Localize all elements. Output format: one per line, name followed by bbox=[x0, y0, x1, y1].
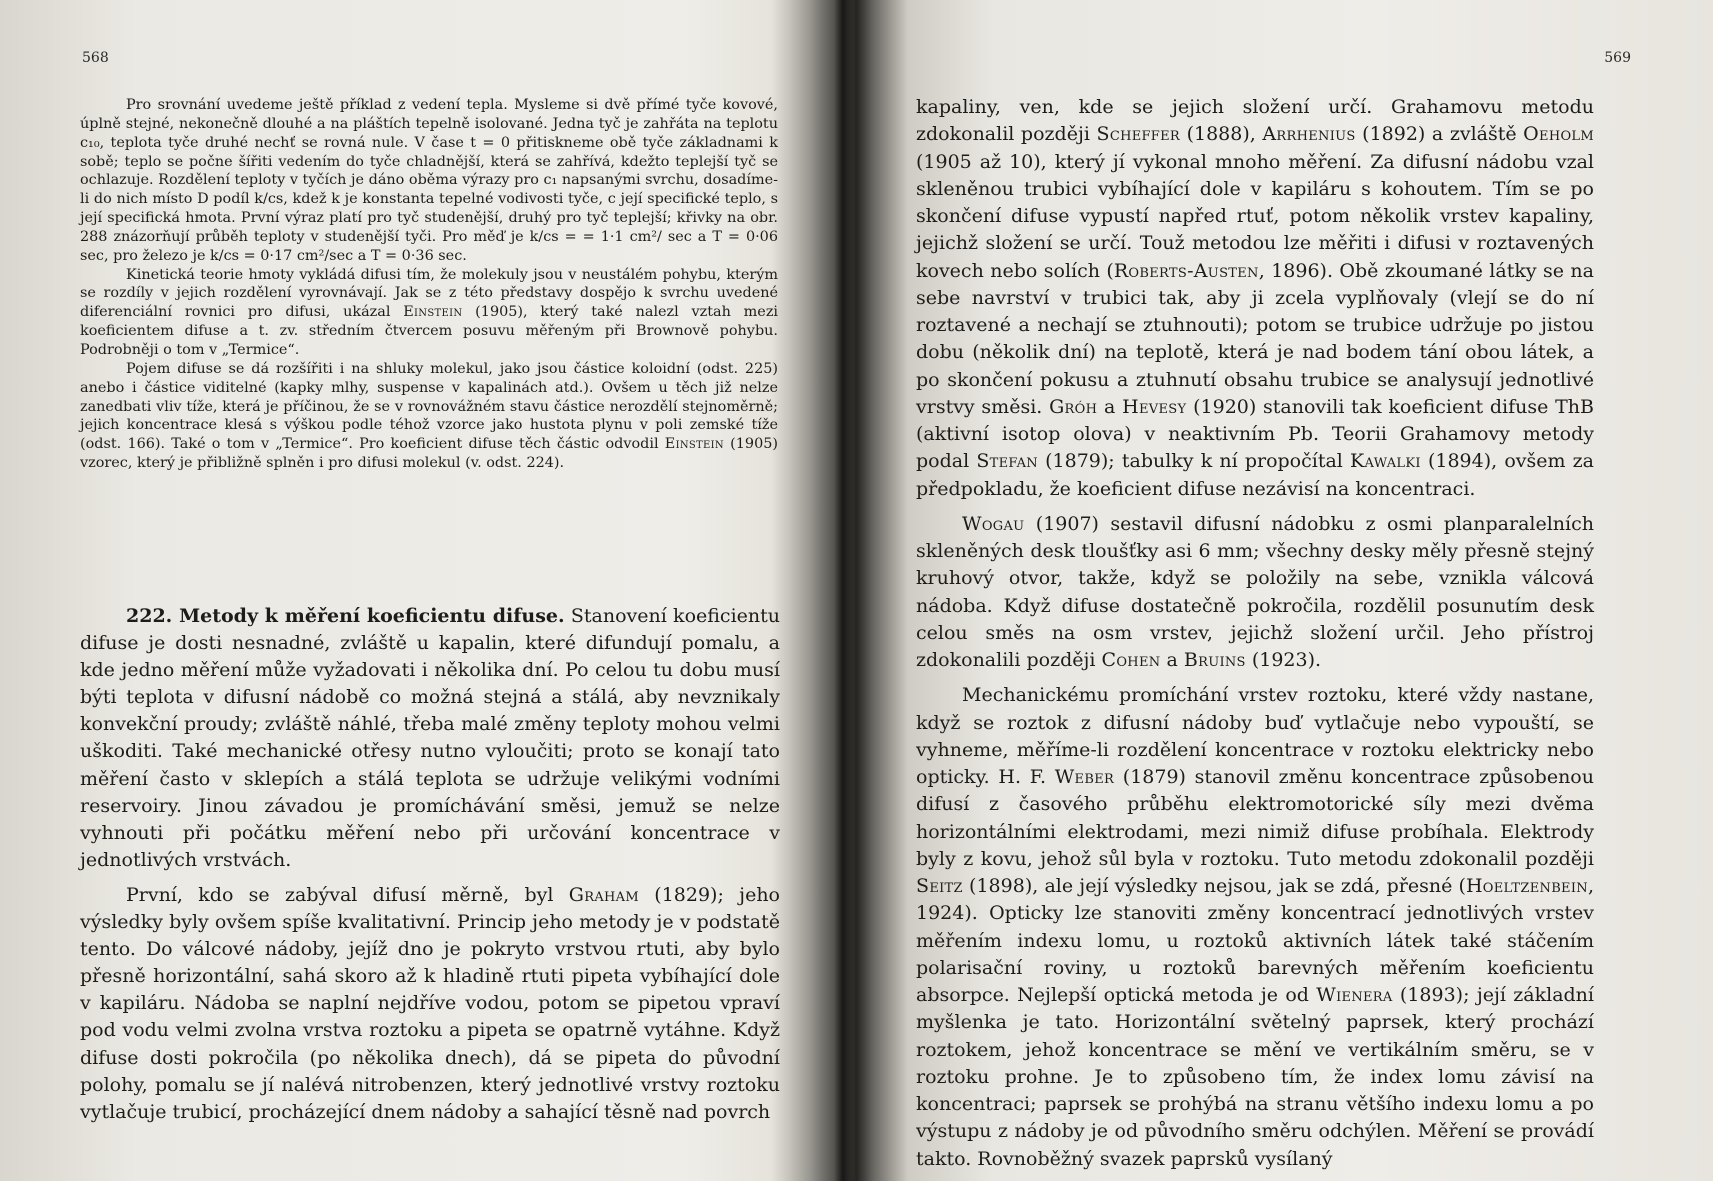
left-page bbox=[0, 0, 840, 1181]
section-heading: 222. Metody k měření koeficientu difuse. bbox=[126, 605, 565, 627]
page-number-left: 568 bbox=[82, 50, 109, 66]
author-name: Einstein bbox=[664, 436, 724, 453]
paragraph-graham-continued: kapaliny, ven, kde se jejich složení určí. Grahamovu metodu zdokonalil později Scheffer (1888), Arrhenius (1892) a zvláště Oeholm (1905 až 10), který jí vykonal mnoho měření. Za difusní nádobu vzal skleněnou trubici vybíhající dole v kapiláru s kohoutem. Tím se po skončení difuse vypustí napřed rtuť, potom několik vrstev kapaliny, jejichž složení se určí. Touž metodou lze měřiti i difusi v roztavených kovech nebo solích (Roberts-Austen, 1896). Obě zkoumané látky se na sebe navrství v trubici tak, aby ji zcela vyplňovaly (vlejí se do ní roztavené a nechají se ztuhnouti); potom se trubice udržuje po jistou dobu (několik dní) na teplotě, která je nad bodem tání obou látek, a po skončení pokusu a ztuhnutí obsahu trubice se analysují jednotlivé vrstvy směsi. Gróh a Hevesy (1920) stanovili tak koeficient difuse ThB (aktivní isotop olova) v neaktivním Pb. Teorii Grahamovy metody podal Stefan (1879); tabulky k ní propočítal Kawalki (1894), ovšem za předpokladu, že koeficient difuse nezávisí na koncentraci. bbox=[916, 96, 1595, 500]
right-page bbox=[860, 0, 1713, 1181]
paragraph-wogau: Wogau (1907) sestavil difusní nádobku z osmi planparalelních skleněných desk tloušťky asi 6 mm; všechny desky měly přesně stejný kruhový otvor, takže, když se položily na sebe, vznikla válcová nádoba. Když difuse dostatečně pokročila, rozdělil posunutím desk celou směs na osm vrstev, jejichž složení určil. Jeho přístroj zdokonalili později Cohen a Bruins (1923). bbox=[916, 512, 1594, 671]
author-name: Graham bbox=[568, 883, 639, 906]
paragraph-graham: První, kdo se zabýval difusí měrně, byl Graham (1829); jeho výsledky byly ovšem spíše kvalitativní. Princip jeho metody je v podstatě tento. Do válcové nádoby, jejíž dno je pokryto vrstvou rtuti, aby bylo přesně horizontální, sahá skoro až k hladině rtuti pipeta vybíhající dole v kapiláru. Nádoba se naplní nejdříve vodou, potom se pipetou vpraví pod vodu velmi zvolna vrstva roztoku a pipeta se opatrně vytáhne. Když difuse dosti pokročila (po několika dnech), dá se pipeta do původní polohy, pomalu se jí nalévá nitrobenzen, který jednotlivé vrstvy roztoku vytlačuje trubicí, procházející dnem nádoby a sahající těsně nad povrch bbox=[80, 883, 780, 1123]
paragraph-kinetic-theory: Kinetická teorie hmoty vykládá difusi tím, že molekuly jsou v neustálém pohybu, kterým se rozdíly v jejich rozdělení vyrovnávají. Jak se z této představy dospějo k svrchu uvedené diferenciální rovnici pro difusi, ukázal Einstein (1905), který také nalezl vztah mezi koeficientem difuse a t. zv. středním čtvercem posuvu měřeným při Brownově pohybu. Podrobněji o tom v „Termice“. bbox=[80, 266, 779, 358]
paragraph-mechanical-mixing: Mechanickému promíchání vrstev roztoku, které vždy nastane, když se roztok z difusní nádoby buď vytlačuje nebo vypouští, se vyhneme, měříme-li rozdělení koncentrace v roztoku elektricky nebo opticky. H. F. Weber (1879) stanovil změnu koncentrace způsobenou difusí z časového průběhu elektromotorické síly mezi dvěma horizontálními elektrodami, mezi nimiž difuse probíhala. Elektrody byly z kovu, jehož sůl byla v roztoku. Tuto metodu zdokonalil později Seitz (1898), ale její výsledky nejsou, jak se zdá, přesné (Hoeltzenbein, 1924). Opticky lze stanoviti změny koncentrací jednotlivých vrstev měřením indexu lomu, u roztoků aktivních látek také stáčením polarisační roviny, u roztoků barevných měřením koeficientu absorpce. Nejlepší optická metoda je od Wienera (1893); její základní myšlenka je tato. Horizontální světelný paprsek, který prochází roztokem, jehož koncentrace se mění ve vertikálním směru, se v roztoku prohne. Je to způsobeno tím, že index lomu závisí na koncentraci; paprsek se prohýbá na stranu většího indexu lomu a po výstupu z nádoby je od původního směru odchýlen. Měření se provádí takto. Rovnoběžný svazek paprsků vysílaný bbox=[916, 684, 1594, 1170]
main-text-left bbox=[80, 603, 780, 1126]
small-print-section bbox=[80, 96, 778, 473]
paragraph-heat-conduction: Pro srovnání uvedeme ještě příklad z vedení tepla. Mysleme si dvě přímé tyče kovové, úplně stejné, nekonečně dlouhé a na pláštích tepelně isolované. Jedna tyč je zahřáta na teplotu c₁₀, teplota tyče druhé nechť se rovná nule. V čase t = 0 přitiskneme obě tyče základnami k sobě; teplo se počne šířiti vedením do tyče chladnější, která se zahřívá, kdežto teplejší tyč se ochlazuje. Rozdělení teploty v tyčích je dáno oběma výrazy pro c₁ napsanými svrchu, dosadíme-li do nich místo D podíl k/cs, kdež k je konstanta tepelné vodivosti tyče, c její specifické teplo, s její specifická hmota. První výraz platí pro tyč studenější, druhý pro tyč teplejší; křivky na obr. 288 znázorňují průběh teploty v studenější tyči. Pro měď je k/cs = = 1·1 cm²/ sec a T = 0·06 sec, pro železo je k/cs = 0·17 cm²/sec a T = 0·36 sec. bbox=[80, 97, 778, 264]
paragraph-colloids: Pojem difuse se dá rozšířiti i na shluky molekul, jako jsou částice koloidní (odst. 225) anebo i částice viditelné (kapky mlhy, suspense v kapalinách atd.). Ovšem u těch již nelze zanedbati vliv tíže, která je příčinou, že se v rovnovážném stavu částice nerozdělí stejnoměrně; jejich koncentrace klesá s výškou podle téhož vzorce jako hustota plynu v poli zemské tíže (odst. 166). Také o tom v „Termice“. Pro koeficient difuse těch částic odvodil Einstein (1905) vzorec, který je přibližně splněn i pro difusi molekul (v. odst. 224). bbox=[80, 360, 778, 472]
section-222-paragraph: 222. Metody k měření koeficientu difuse. Stanovení koeficientu difuse je dosti nesnadné, zvláště u kapalin, které difundují pomalu, a kde jedno měření může vyžadovati i několika dní. Po celou tu dobu musí býti teplota v difusní nádobě co možná stejná a stálá, aby nevznikaly konvekční proudy; zvláště náhlé, třeba malé změny teploty mohou velmi uškoditi. Také mechanické otřesy nutno vyloučiti; proto se konají tato měření často v sklepích a stálá teplota se udržuje velikými vodními reservoiry. Jinou závadou je promíchávání směsi, jemuž se nelze vyhnouti při počátku měření nebo při určování koncentrace v jednotlivých vrstvách. bbox=[80, 605, 780, 871]
main-text-right bbox=[916, 94, 1594, 1173]
author-name: Einstein bbox=[403, 304, 463, 321]
page-number-right: 569 bbox=[1604, 50, 1631, 66]
